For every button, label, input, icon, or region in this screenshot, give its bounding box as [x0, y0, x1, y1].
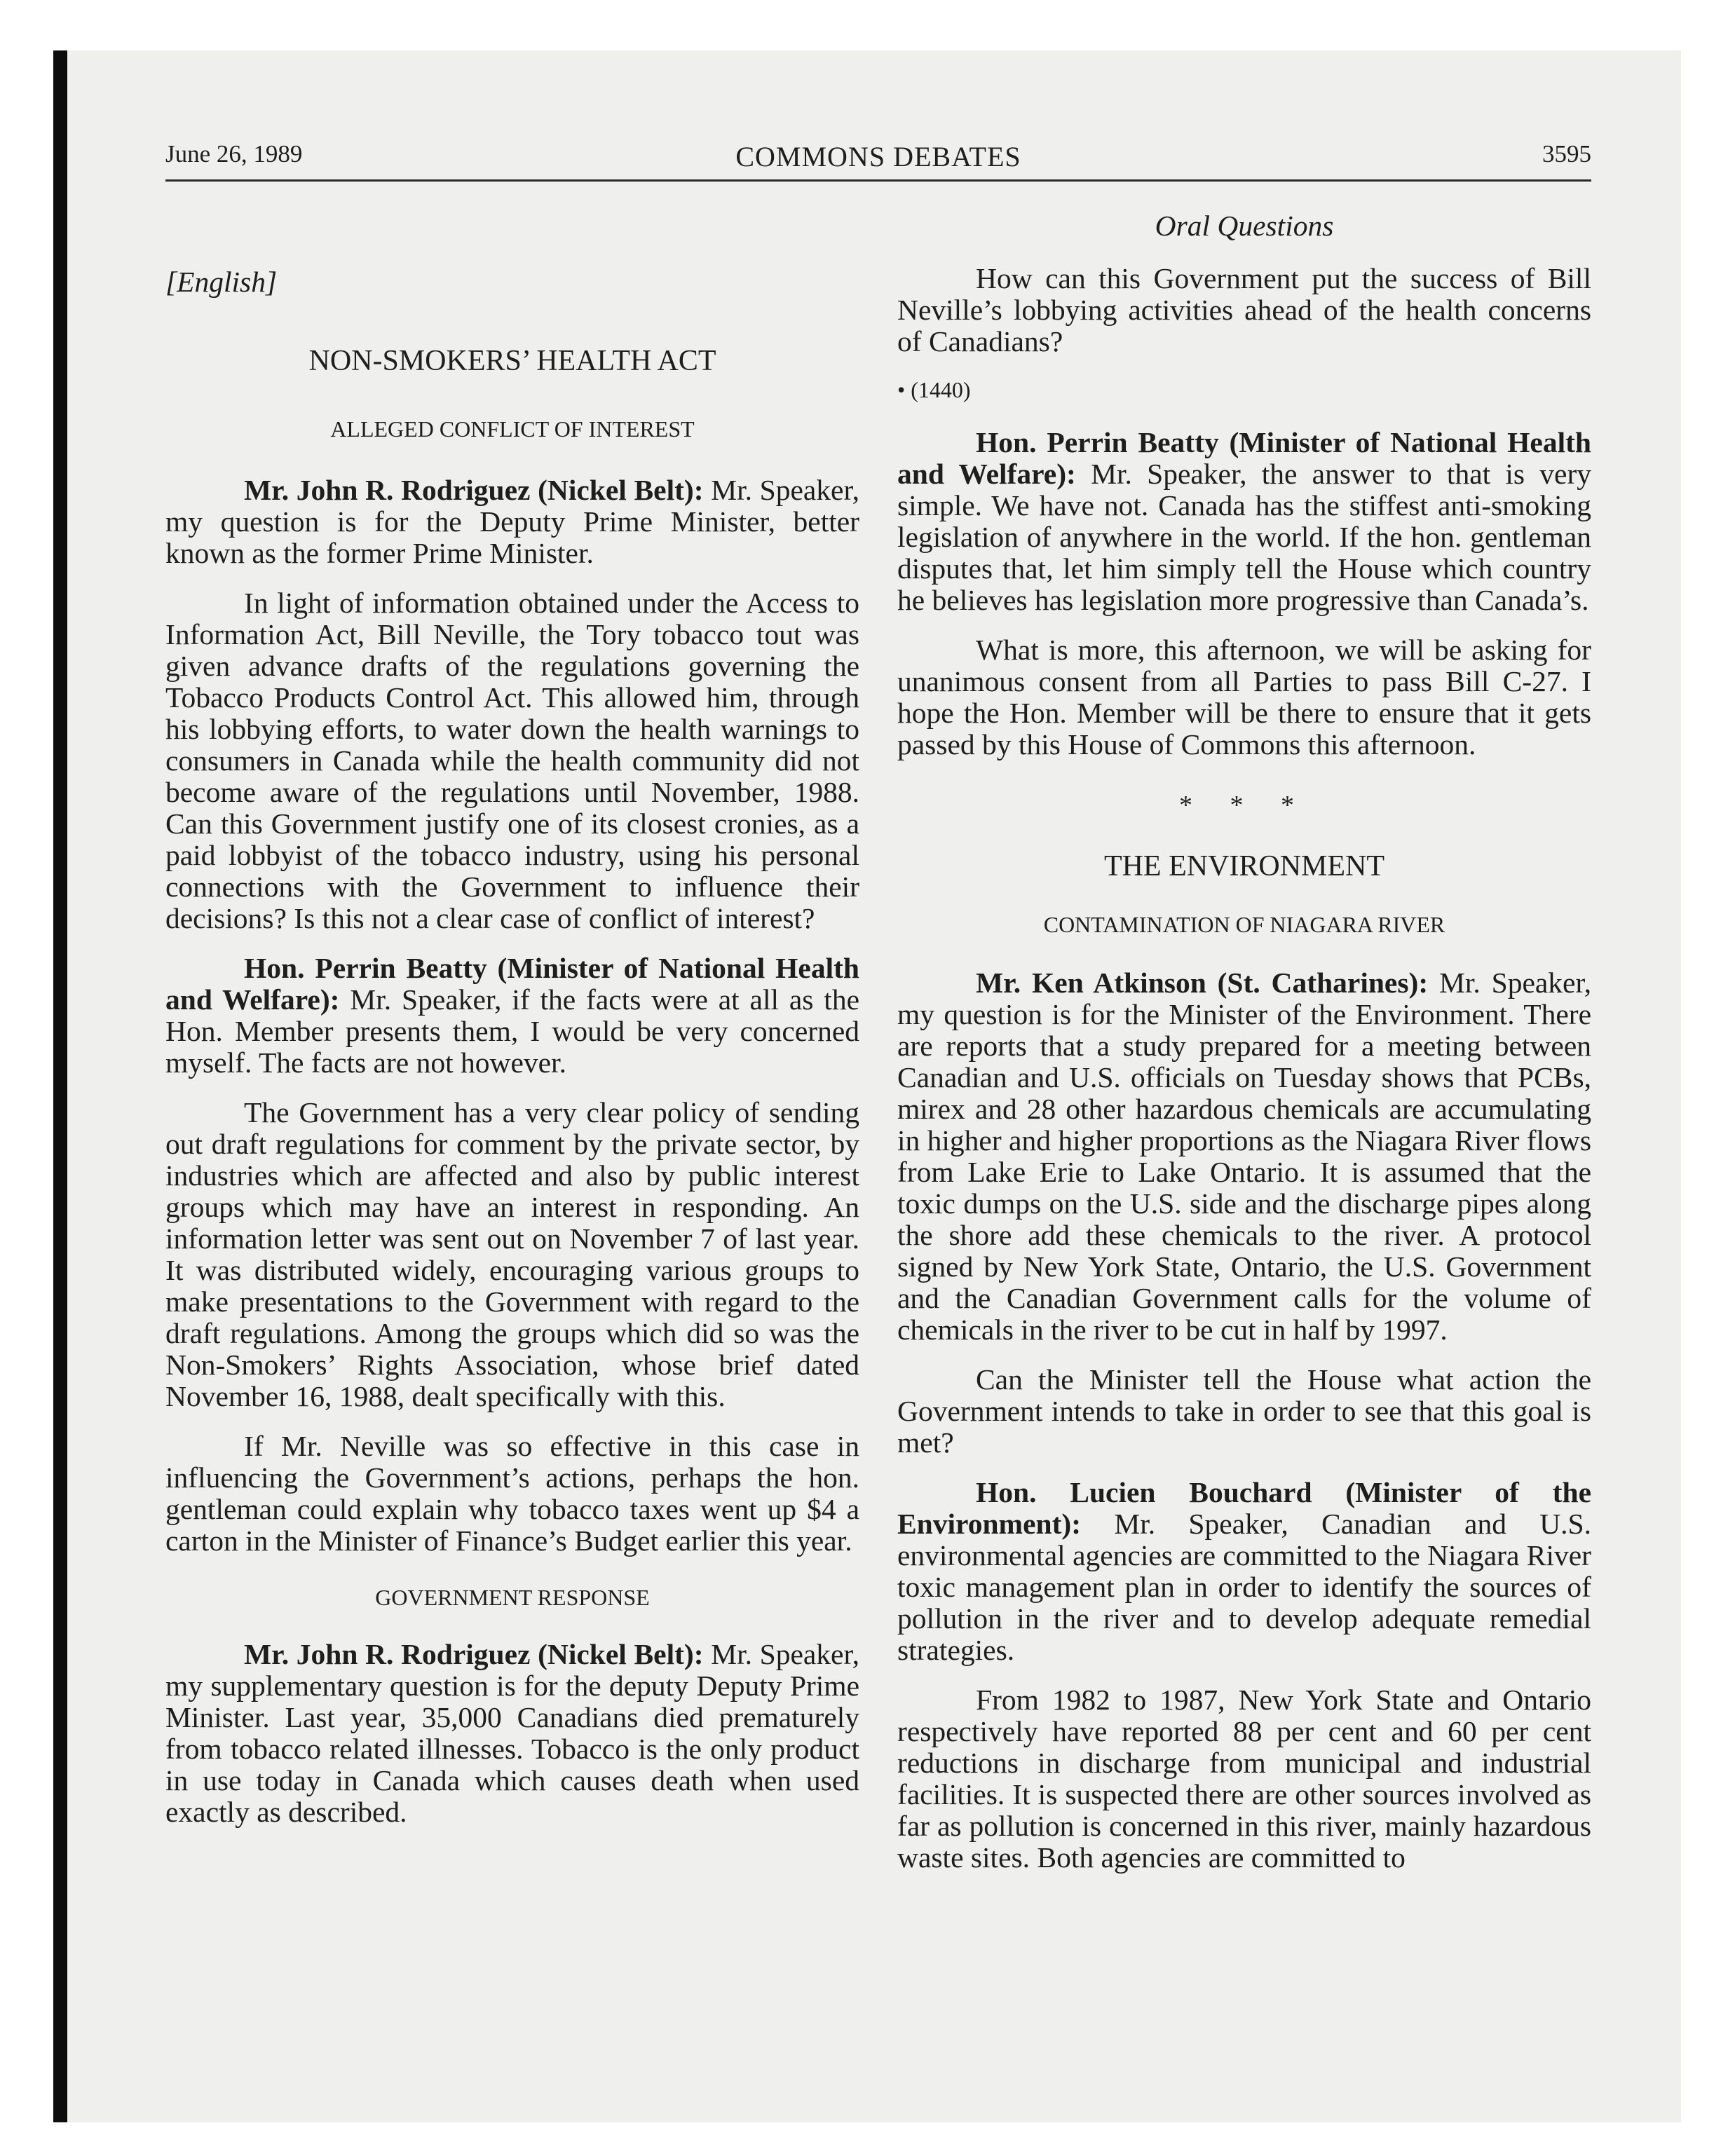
- subsection-conflict-of-interest: ALLEGED CONFLICT OF INTEREST: [330, 416, 695, 442]
- paragraph-text: Mr. Speaker, if the facts were at all as the Hon. Member presents them, I would be very concerned myself. The facts are not however.: [165, 983, 860, 1079]
- paragraph-text: Mr. Speaker, Canadian and U.S. environmental agencies are committed to the Niagara River toxic management plan in order to identify the sources of pollution in the river and to develop adequate remedial strategies.: [897, 1508, 1591, 1666]
- paragraph-text: Mr. Speaker, my question is for the Minister of the Environment. There are reports that a study prepared for a meeting between Canadian and U.S. officials on Tuesday shows that PCBs, mirex and 28 other hazardous chemicals are accumulating in higher and higher proportions as the Niagara River flows from Lake Erie to Lake Ontario. It is assumed that the toxic dumps on the U.S. side and the discharge pipes along the shore add these chemicals to the river. A protocol signed by New York State, Ontario, the U.S. Government and the Canadian Government calls for the volume of chemicals in the river to be cut in half by 1997.: [897, 967, 1592, 1346]
- paragraph: [897, 1477, 1591, 1666]
- speaker-name: Hon. Perrin Beatty (Minister of National Health and Welfare):: [165, 952, 859, 1016]
- paragraph: The Government has a very clear policy of sending out draft regulations for comment by the private sector, by industries which are affected and also by public interest groups which may have an interest in responding. An information letter was sent out on November 7 of last year. It was distributed widely, encouraging various groups to make presentations to the Government with regard to the draft regulations. Among the groups which did so was the Non-Smokers’ Rights Association, whose brief dated November 16, 1988, dealt specifically with this.: [165, 1096, 859, 1412]
- speaker-name: Hon. Perrin Beatty (Minister of National Health and Welfare):: [897, 426, 1591, 490]
- header-rule: [165, 179, 1591, 182]
- speaker-name: Hon. Lucien Bouchard (Minister of the Environment):: [897, 1476, 1591, 1540]
- header-page-number: 3595: [1542, 140, 1591, 168]
- paragraph: From 1982 to 1987, New York State and Ontario respectively have reported 88 per cent and 60 per cent reductions in discharge from municipal and industrial facilities. It is suspected there are other sources involved as far as pollution is concerned in this river, mainly hazardous waste sites. Both agencies are committed to: [897, 1684, 1591, 1874]
- right-column: [897, 210, 1591, 1874]
- paragraph: [165, 953, 859, 1079]
- paragraph-text: Mr. Speaker, my supplementary question is for the deputy Deputy Prime Minister. Last year, 35,000 Canadians died prematurely from tobacco related illnesses. Tobacco is the only product in use today in Canada which causes death when used exactly as described.: [165, 1638, 859, 1828]
- section-title-environment: THE ENVIRONMENT: [1103, 850, 1385, 882]
- header-date: June 26, 1989: [165, 140, 303, 168]
- paragraph: [165, 1639, 859, 1828]
- left-column: [165, 210, 859, 1828]
- paragraph: What is more, this afternoon, we will be asking for unanimous consent from all Parties to pass Bill C-27. I hope the Hon. Member will be there to ensure that it gets passed by this House of Commons this afternoon.: [897, 634, 1591, 760]
- paragraph: [165, 475, 859, 569]
- paragraph-text: Mr. Speaker, the answer to that is very simple. We have not. Canada has the stiffest anti-smoking legislation of anywhere in the world. If the hon. gentleman disputes that, let him simply tell the House which country he believes has legislation more progressive than Canada’s.: [897, 458, 1592, 616]
- paragraph: Can the Minister tell the House what action the Government intends to take in order to see that this goal is met?: [897, 1363, 1591, 1459]
- subsection-niagara-river: CONTAMINATION OF NIAGARA RIVER: [1043, 912, 1445, 937]
- time-marker: • (1440): [897, 377, 971, 402]
- speaker-name: Mr. John R. Rodriguez (Nickel Belt):: [244, 474, 704, 506]
- paragraph: How can this Government put the success of Bill Neville’s lobbying activities ahead of the health concerns of Canadians?: [897, 262, 1591, 357]
- section-label-oral-questions: Oral Questions: [1155, 210, 1334, 242]
- paragraph-text: Mr. Speaker, my question is for the Deputy Prime Minister, better known as the former Prime Minister.: [165, 474, 859, 569]
- separator-asterisks: * * *: [1179, 791, 1309, 820]
- paragraph: [897, 967, 1591, 1346]
- speaker-name: Mr. Ken Atkinson (St. Catharines):: [976, 967, 1429, 999]
- language-tag: [English]: [165, 266, 278, 298]
- running-header: [165, 140, 1591, 175]
- paragraph: In light of information obtained under the Access to Information Act, Bill Neville, the Tory tobacco tout was given advance drafts of the regulations governing the Tobacco Products Control Act. This allowed him, through his lobbying efforts, to water down the health warnings to consumers in Canada while the health community did not become aware of the regulations until November, 1988. Can this Government justify one of its closest cronies, as a paid lobbyist of the tobacco industry, using his personal connections with the Government to influence their decisions? Is this not a clear case of conflict of interest?: [165, 587, 859, 934]
- paragraph: If Mr. Neville was so effective in this case in influencing the Government’s actions, perhaps the hon. gentleman could explain why tobacco taxes went up $4 a carton in the Minister of Finance’s Budget earlier this year.: [165, 1430, 859, 1557]
- section-title-non-smokers: NON-SMOKERS’ HEALTH ACT: [308, 345, 716, 377]
- speaker-name: Mr. John R. Rodriguez (Nickel Belt):: [244, 1638, 704, 1670]
- header-title: COMMONS DEBATES: [735, 141, 1021, 172]
- binding-shadow: [53, 50, 67, 2122]
- subsection-government-response: GOVERNMENT RESPONSE: [375, 1585, 650, 1610]
- paragraph: [897, 427, 1591, 616]
